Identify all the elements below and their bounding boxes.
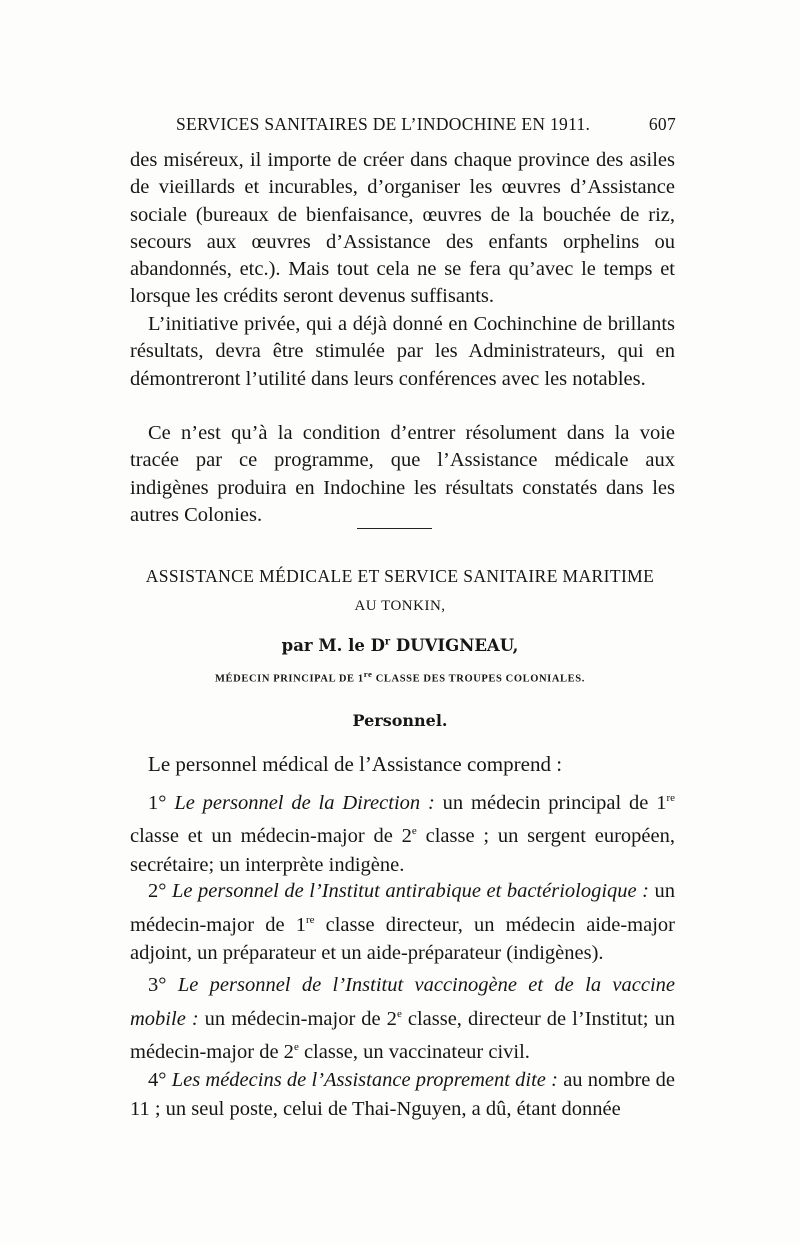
item-label: Le personnel de l’Institut vaccinogène et de la vaccine mobile : <box>130 974 676 1030</box>
paragraph-condition <box>130 420 675 529</box>
paragraph-text: des miséreux, il importe de créer dans chaque province des asiles de vieillards et incurables, d’organiser les œuvres d’Assistance sociale (bureaux de bienfaisance, œuvres de la bouchée de riz, secours aux œuvres d’Assistance des enfants orphelins ou abandonnés, etc.). Mais tout cela ne se fera qu’avec le temps et lorsque les crédits seront devenus suffisants. <box>130 149 675 308</box>
list-item-institut-vaccinogene <box>130 971 675 1066</box>
item-number: 3° <box>148 974 167 996</box>
byline-prefix: par M. le D <box>281 636 385 655</box>
item-text: classe ; un sergent européen, secrétaire; un interprète indigène. <box>130 825 675 876</box>
paragraph-continuation <box>130 147 675 311</box>
paragraph-initiative <box>130 311 675 393</box>
item-sup: e <box>396 1007 402 1020</box>
item-text: classe et un médecin-major de 2 <box>130 825 412 848</box>
list-item-institut-antirabique <box>130 877 675 967</box>
running-header <box>176 114 676 135</box>
rank-prefix: MÉDECIN PRINCIPAL DE 1 <box>215 673 364 685</box>
item-number: 4° <box>148 1069 167 1091</box>
list-item-text <box>130 877 675 967</box>
paragraph-text: L’initiative privée, qui a déjà donné en Cochinchine de brillants résultats, devra être stimulée par les Administrateurs, qui en démontreront l’utilité dans leurs conférences avec les notables. <box>130 313 675 390</box>
item-text: un médecin-major de 2 <box>198 1007 397 1030</box>
item-sup: re <box>666 792 676 804</box>
byline-sup: r <box>384 636 391 648</box>
list-item-text <box>130 971 675 1066</box>
article-title-line2: AU TONKIN, <box>354 598 446 614</box>
rank-sup: re <box>363 669 373 679</box>
item-label: Les médecins de l’Assistance proprement dite : <box>171 1069 558 1091</box>
item-sup: e <box>293 1040 299 1053</box>
item-text: classe, un vaccinateur civil. <box>298 1040 530 1063</box>
item-text: un médecin principal de 1 <box>434 791 667 814</box>
list-item-direction <box>130 784 675 879</box>
item-sup: re <box>305 913 315 926</box>
intro-sentence: Le personnel médical de l’Assistance comprend : <box>148 752 563 776</box>
rank-suffix: CLASSE DES TROUPES COLONIALES. <box>372 673 585 685</box>
item-number: 2° <box>148 880 167 902</box>
section-heading: Personnel. <box>352 711 448 730</box>
list-item-text <box>130 1066 675 1123</box>
paragraph-text: Ce n’est qu’à la condition d’entrer résolument dans la voie tracée par ce programme, que l’Assistance médicale aux indigènes produira en Indochine les résultats constatés dans les autres Colonies. <box>130 422 675 526</box>
author-name: DUVIGNEAU, <box>390 636 519 655</box>
item-text: classe, directeur de l’Institut; un médecin-major de 2 <box>130 1007 676 1063</box>
list-item-medecins-assistance <box>130 1066 675 1123</box>
item-label: Le personnel de la Direction : <box>174 791 435 814</box>
item-text: un médecin-major de 1 <box>130 880 675 936</box>
author-byline <box>100 636 700 655</box>
list-item-text <box>130 784 675 879</box>
article-title-line1: ASSISTANCE MÉDICALE ET SERVICE SANITAIRE MARITIME <box>145 566 655 586</box>
item-text: au nombre de 11 ; un seul poste, celui de Thai-Nguyen, a dû, étant donnée <box>130 1069 675 1120</box>
running-title: SERVICES SANITAIRES DE L’INDOCHINE EN 1911. <box>176 114 591 134</box>
item-number: 1° <box>148 791 167 814</box>
item-sup: e <box>411 825 417 838</box>
section-divider <box>357 528 432 529</box>
page-number: 607 <box>648 114 676 134</box>
author-rank <box>100 669 700 685</box>
item-text: classe directeur, un médecin aide-major adjoint, un préparateur et un aide-préparateur (indigènes). <box>130 913 675 964</box>
item-label: Le personnel de l’Institut antirabique et bactériologique : <box>171 880 649 902</box>
